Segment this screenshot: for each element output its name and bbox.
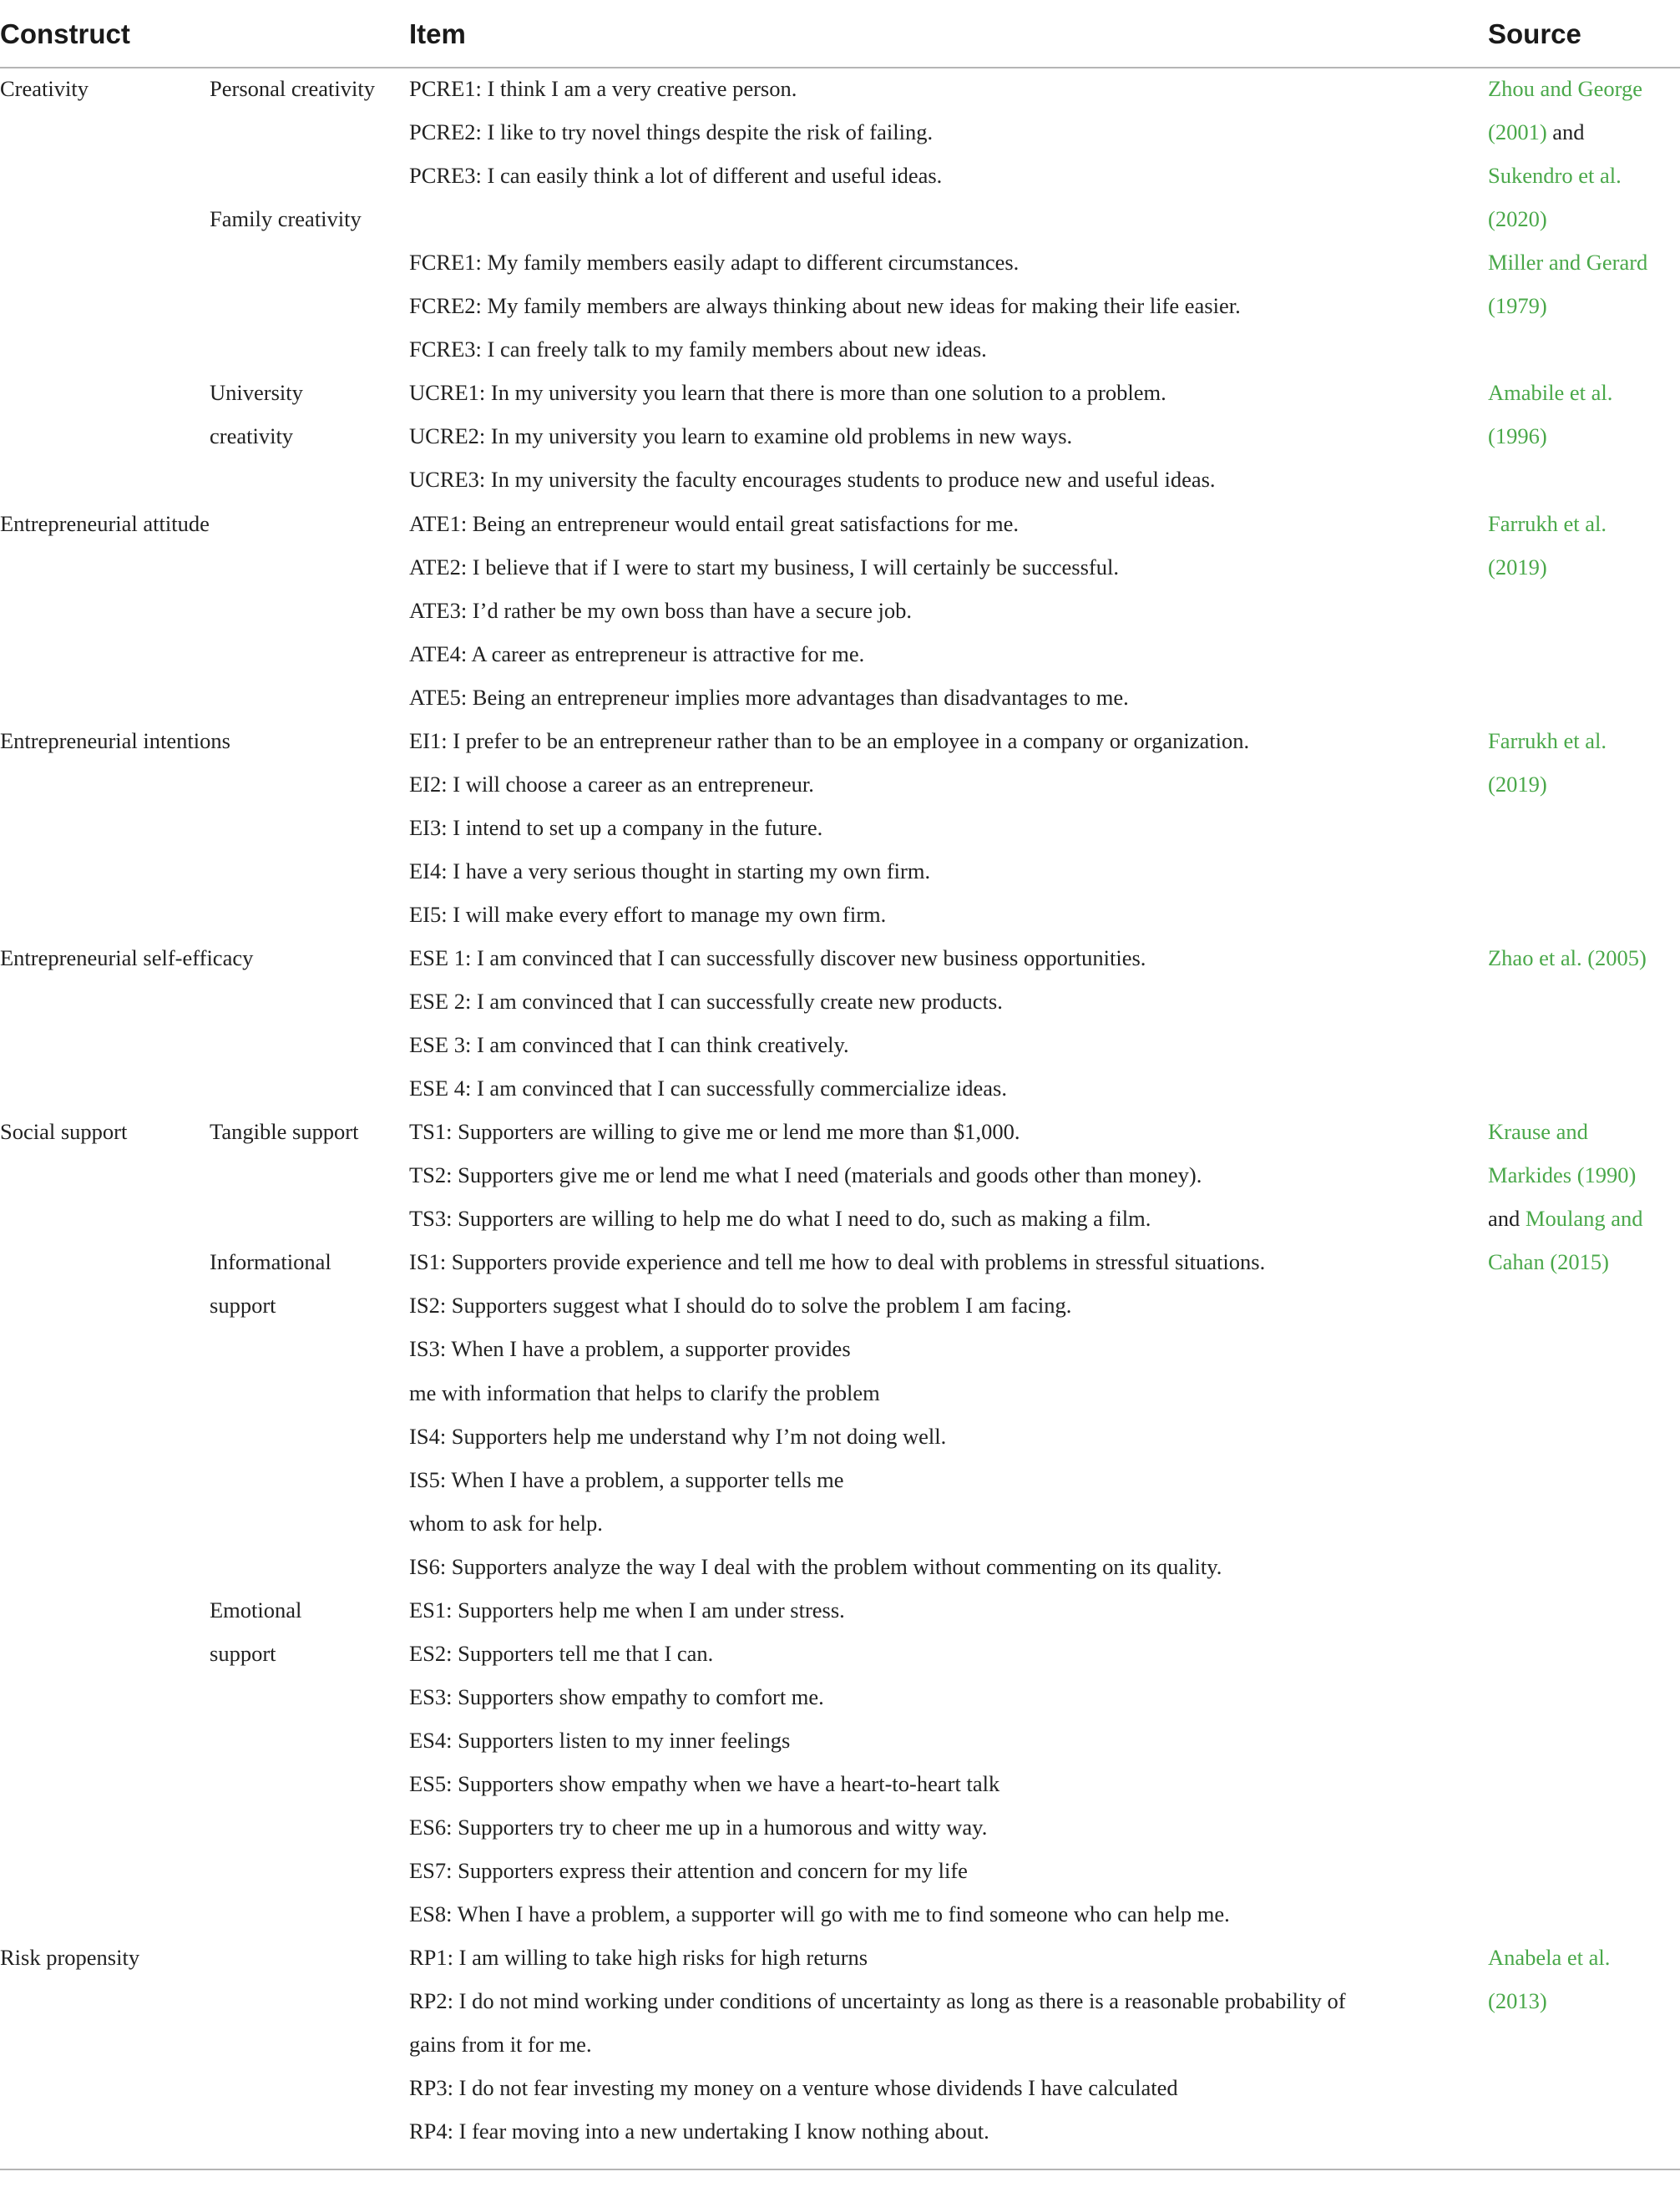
table-row: [0, 1805, 1680, 1849]
construct-cell: Entrepreneurial attitude: [0, 510, 210, 536]
item-cell: EI1: I prefer to be an entrepreneur rather than to be an employee in a company or organization.: [409, 727, 1250, 753]
item-cell: RP3: I do not fear investing my money on a venture whose dividends I have calculated: [409, 2075, 1178, 2101]
item-cell: EI5: I will make every effort to manage my own firm.: [409, 901, 887, 927]
item-cell: ES5: Supporters show empathy when we have a heart-to-heart talk: [409, 1770, 1000, 1796]
item-cell: RP1: I am willing to take high risks for high returns: [409, 1945, 868, 1971]
source-reference-link[interactable]: Amabile et al.: [1488, 380, 1613, 406]
source-cell: [1488, 545, 1547, 589]
table-row: [0, 676, 1680, 719]
item-cell: RP2: I do not mind working under conditions of uncertainty as long as there is a reasonable probability of: [409, 1988, 1346, 2014]
subconstruct-cell: Personal creativity: [210, 76, 375, 101]
source-cell: [1488, 1110, 1588, 1153]
table-row: [0, 632, 1680, 676]
bottom-rule: [0, 2169, 1680, 2170]
source-cell: [1488, 414, 1547, 458]
subconstruct-cell: Family creativity: [210, 206, 362, 232]
header-source: Source: [1488, 18, 1581, 49]
source-reference-link[interactable]: (1996): [1488, 423, 1547, 449]
subconstruct-cell: creativity: [210, 423, 294, 449]
item-cell: ATE3: I’d rather be my own boss than have a secure job.: [409, 597, 912, 623]
table-row: [0, 806, 1680, 849]
item-cell: ES8: When I have a problem, a supporter will go with me to find someone who can help me.: [409, 1901, 1230, 1927]
table-row: [0, 1719, 1680, 1762]
subconstruct-cell: support: [210, 1293, 276, 1319]
table-row: [0, 240, 1680, 284]
item-cell: IS5: When I have a problem, a supporter tells me: [409, 1466, 844, 1492]
item-cell: gains from it for me.: [409, 2032, 592, 2058]
table-row: [0, 1545, 1680, 1588]
source-reference-link[interactable]: (2013): [1488, 1988, 1547, 2014]
table-row: [0, 327, 1680, 371]
source-cell: [1488, 240, 1647, 284]
source-reference-link[interactable]: (2019): [1488, 771, 1547, 797]
construct-cell: Entrepreneurial intentions: [0, 727, 230, 753]
table-row: [0, 1979, 1680, 2022]
source-cell: [1488, 1153, 1636, 1197]
table-row: [0, 545, 1680, 589]
item-cell: PCRE2: I like to try novel things despite the risk of failing.: [409, 119, 934, 145]
table-row: [0, 1892, 1680, 1936]
source-reference-link[interactable]: Farrukh et al.: [1488, 510, 1607, 536]
source-reference-link[interactable]: (2020): [1488, 206, 1547, 232]
source-reference-link[interactable]: Zhou and George: [1488, 76, 1642, 101]
table-row: [0, 2109, 1680, 2153]
table-row: [0, 1415, 1680, 1458]
source-cell: [1488, 936, 1647, 980]
table-row: [0, 414, 1680, 458]
source-cell: [1488, 1197, 1642, 1240]
item-cell: IS6: Supporters analyze the way I deal with the problem without commenting on its quality.: [409, 1553, 1222, 1579]
item-cell: ES6: Supporters try to cheer me up in a humorous and witty way.: [409, 1815, 988, 1840]
item-cell: ATE1: Being an entrepreneur would entail great satisfactions for me.: [409, 510, 1019, 536]
table-row: [0, 502, 1680, 545]
item-cell: ESE 2: I am convinced that I can successfully create new products.: [409, 989, 1003, 1015]
table-row: [0, 1240, 1680, 1283]
item-cell: ES1: Supporters help me when I am under stress.: [409, 1597, 845, 1623]
item-cell: EI3: I intend to set up a company in the future.: [409, 814, 823, 840]
table-row: [0, 980, 1680, 1023]
item-cell: RP4: I fear moving into a new undertaking I know nothing about.: [409, 2119, 989, 2144]
item-cell: IS4: Supporters help me understand why I’m not doing well.: [409, 1423, 947, 1449]
source-reference-link[interactable]: (2019): [1488, 554, 1547, 580]
table-row: [0, 762, 1680, 806]
source-reference-link[interactable]: (2001): [1488, 119, 1547, 145]
item-cell: IS1: Supporters provide experience and tell me how to deal with problems in stressful situations.: [409, 1249, 1266, 1275]
source-reference-link[interactable]: (1979): [1488, 293, 1547, 319]
source-reference-link[interactable]: Farrukh et al.: [1488, 727, 1607, 753]
item-cell: ES7: Supporters express their attention and concern for my life: [409, 1858, 968, 1884]
source-cell: [1488, 1936, 1610, 1979]
source-cell: [1488, 502, 1607, 545]
table-row: [0, 1675, 1680, 1719]
table-row: [0, 1197, 1680, 1240]
table-row: [0, 1066, 1680, 1110]
source-cell: [1488, 762, 1547, 806]
table-row: [0, 1849, 1680, 1892]
item-cell: TS3: Supporters are willing to help me do what I need to do, such as making a film.: [409, 1206, 1151, 1232]
table-row: [0, 893, 1680, 936]
item-cell: whom to ask for help.: [409, 1510, 603, 1536]
source-cell: [1488, 110, 1585, 154]
header-item: Item: [409, 18, 466, 49]
subconstruct-cell: Emotional: [210, 1597, 302, 1623]
source-cell: [1488, 197, 1547, 240]
construct-cell: Social support: [0, 1119, 128, 1145]
item-cell: ESE 3: I am convinced that I can think creatively.: [409, 1032, 849, 1058]
source-cell: [1488, 284, 1547, 327]
table-row: [0, 1936, 1680, 1979]
table-row: [0, 719, 1680, 762]
item-cell: UCRE1: In my university you learn that there is more than one solution to a problem.: [409, 380, 1166, 406]
table-row: [0, 1327, 1680, 1370]
source-reference-link[interactable]: Sukendro et al.: [1488, 163, 1622, 189]
table-row: [0, 458, 1680, 501]
table-row: [0, 849, 1680, 893]
source-reference-link[interactable]: Moulang and: [1525, 1206, 1643, 1232]
source-reference-link[interactable]: Anabela et al.: [1488, 1945, 1611, 1971]
item-cell: PCRE3: I can easily think a lot of different and useful ideas.: [409, 163, 943, 189]
subconstruct-cell: support: [210, 1640, 276, 1666]
source-reference-link[interactable]: Krause and: [1488, 1119, 1588, 1145]
table-row: [0, 197, 1680, 240]
subconstruct-cell: Informational: [210, 1249, 331, 1275]
item-cell: TS1: Supporters are willing to give me or lend me more than $1,000.: [409, 1119, 1020, 1145]
item-cell: PCRE1: I think I am a very creative person.: [409, 76, 797, 101]
table-row: [0, 110, 1680, 154]
source-reference-link[interactable]: Miller and Gerard: [1488, 250, 1648, 276]
source-reference-link[interactable]: Zhao et al. (2005): [1488, 945, 1647, 970]
item-cell: FCRE3: I can freely talk to my family members about new ideas.: [409, 337, 987, 362]
table-row: [0, 1632, 1680, 1675]
item-cell: ATE5: Being an entrepreneur implies more advantages than disadvantages to me.: [409, 684, 1129, 710]
source-cell: [1488, 719, 1607, 762]
item-cell: TS2: Supporters give me or lend me what I need (materials and goods other than money).: [409, 1162, 1202, 1188]
table-row: [0, 1371, 1680, 1415]
item-cell: ESE 1: I am convinced that I can successfully discover new business opportunities.: [409, 945, 1146, 970]
table-row: [0, 284, 1680, 327]
source-reference-link[interactable]: Cahan (2015): [1488, 1249, 1609, 1275]
item-cell: me with information that helps to clarify the problem: [409, 1380, 880, 1405]
subconstruct-cell: University: [210, 380, 303, 406]
source-text: and: [1488, 1206, 1526, 1232]
table-row: [0, 2066, 1680, 2109]
table-row: [0, 1501, 1680, 1545]
item-cell: ES4: Supporters listen to my inner feelings: [409, 1727, 791, 1753]
item-cell: IS2: Supporters suggest what I should do to solve the problem I am facing.: [409, 1293, 1072, 1319]
item-cell: UCRE3: In my university the faculty encourages students to produce new and useful ideas.: [409, 467, 1216, 493]
source-text: and: [1546, 119, 1585, 145]
table-row: [0, 589, 1680, 632]
table-row: [0, 1110, 1680, 1153]
item-cell: FCRE2: My family members are always thinking about new ideas for making their life easier.: [409, 293, 1241, 319]
item-cell: ESE 4: I am convinced that I can successfully commercialize ideas.: [409, 1076, 1007, 1101]
table-row: [0, 1283, 1680, 1327]
item-cell: EI4: I have a very serious thought in starting my own firm.: [409, 858, 931, 883]
table-row: [0, 67, 1680, 110]
item-cell: IS3: When I have a problem, a supporter provides: [409, 1336, 851, 1362]
table-row: [0, 1762, 1680, 1805]
table-row: [0, 1153, 1680, 1197]
source-cell: [1488, 67, 1642, 110]
subconstruct-cell: Tangible support: [210, 1119, 359, 1145]
source-cell: [1488, 371, 1612, 414]
construct-cell: Risk propensity: [0, 1945, 140, 1971]
construct-cell: Creativity: [0, 76, 89, 101]
source-cell: [1488, 154, 1622, 197]
table-row: [0, 154, 1680, 197]
item-cell: ES3: Supporters show empathy to comfort me.: [409, 1683, 824, 1709]
item-cell: FCRE1: My family members easily adapt to different circumstances.: [409, 250, 1020, 276]
source-reference-link[interactable]: Markides (1990): [1488, 1162, 1637, 1188]
table-row: [0, 936, 1680, 980]
table-row: [0, 2022, 1680, 2066]
source-cell: [1488, 1240, 1609, 1283]
item-cell: UCRE2: In my university you learn to examine old problems in new ways.: [409, 423, 1073, 449]
table-row: [0, 1023, 1680, 1066]
table-row: [0, 1458, 1680, 1501]
table-row: [0, 1588, 1680, 1632]
table-row: [0, 371, 1680, 414]
item-cell: EI2: I will choose a career as an entrepreneur.: [409, 771, 814, 797]
source-cell: [1488, 1979, 1547, 2022]
construct-cell: Entrepreneurial self-efficacy: [0, 945, 254, 970]
item-cell: ATE4: A career as entrepreneur is attractive for me.: [409, 640, 865, 666]
header-construct: Construct: [0, 18, 130, 49]
item-cell: ES2: Supporters tell me that I can.: [409, 1640, 714, 1666]
item-cell: ATE2: I believe that if I were to start my business, I will certainly be successful.: [409, 554, 1119, 580]
